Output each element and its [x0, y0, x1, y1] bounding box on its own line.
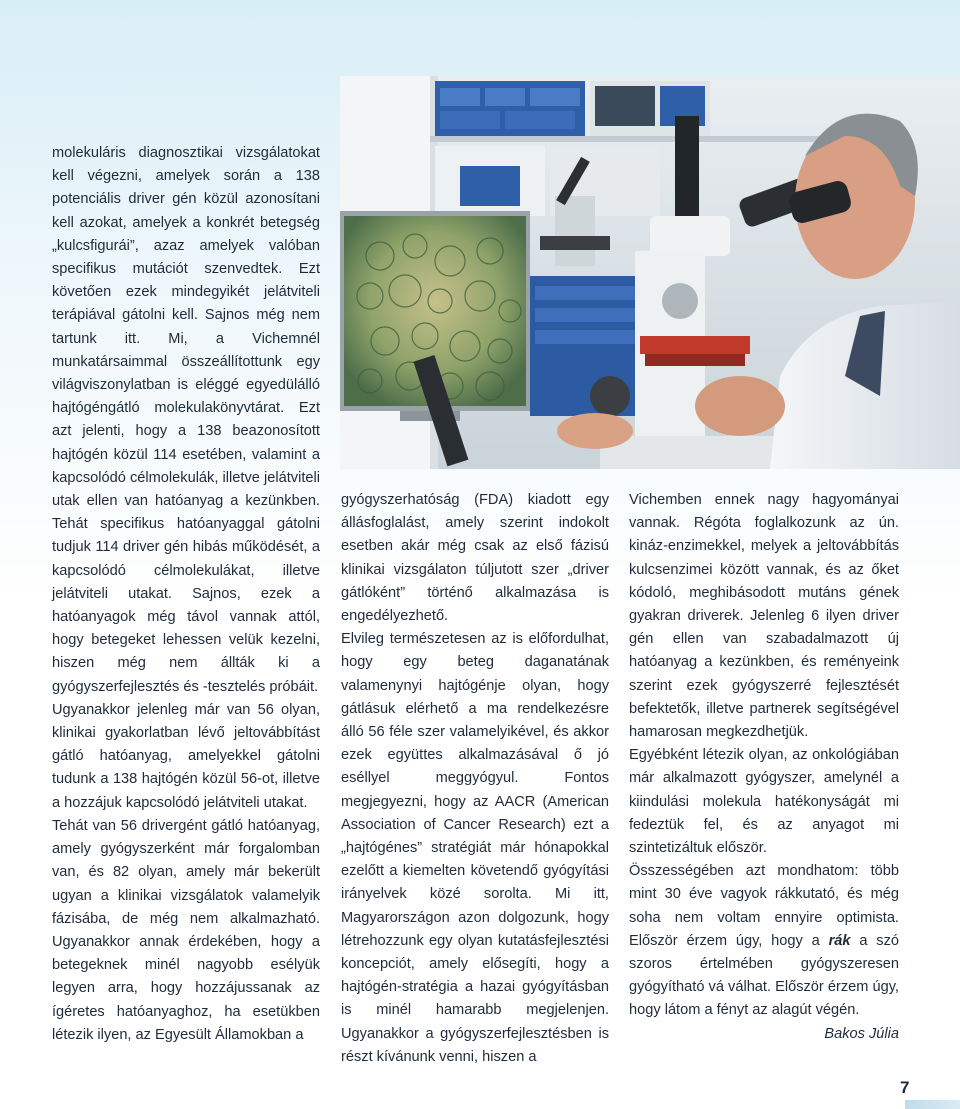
column3-paragraph-2: Egyébként létezik olyan, az onkológiában már alkalmazott gyógyszer, amelynél a kiindulási molekula hatékonyságát mi fedeztük fel, és az anyagot mi szintetizáltuk először. [629, 747, 899, 857]
lab-photo-illustration [340, 76, 960, 469]
page-number: 7 [900, 1078, 910, 1097]
column3-paragraph-3-start: Összességében azt mondhatom: több mint 30 éve vagyok rákkutató, és még soha nem voltam ennyire optimista. Először érzem úgy, hogy a [629, 863, 899, 949]
column3-paragraph-3-end: a szó szoros értelmében gyógyszeresen gyógyítható vá válhat. Először érzem úgy, hogy látom a fényt az alagút végén. [629, 932, 900, 1019]
column2-paragraph-1: gyógyszerhatóság (FDA) kiadott egy állásfoglalást, amely szerint indokolt esetben akár még csak az első fázisú klinikai vizsgálaton túljutott szer „driver gátlóként” történő alkalmazása is engedélyezhető. [341, 492, 609, 625]
column1-paragraph-3: Tehát van 56 drivergént gátló hatóanyag, amely gyógyszerként már forgalomban van, és 82 olyan, amely már bekerült ugyan a klinikai vizsgálatok valamelyik fázisába, de még nem alkalmazható. Ugyanakkor annak érdekében, hogy a betegeknek minél nagyobb esélyük legyen arra, hogy hozzájussanak az ígéretes hatóanyaghoz, ha esetükben létezik ilyen, az Egyesült Államokban a [52, 817, 320, 1043]
column3-paragraph-3 [629, 860, 899, 1022]
column3-paragraph-1: Vichemben ennek nagy hagyományai vannak. Régóta foglalkozunk az ún. kináz-enzimekkel, melyek a jeltovábbítás kulcsenzimei között vannak, és az őket kódoló, meghibásodott mutáns gének gyakran driverek. Jelenleg 6 ilyen driver gén ellen van szabadalmazott új hatóanyag a kezünkben, és reményeink szerint ezek gyógyszerré fejlesztését befektetők, illetve partnerek segítségével hamarosan megkezdhetjük. [629, 492, 899, 741]
article-column-2 [341, 489, 609, 1069]
column1-paragraph-2: Ugyanakkor jelenleg már van 56 olyan, klinikai gyakorlatban lévő jeltovábbítást gátló hatóanyag, amelyekkel gátolni tudunk a 138 hajtógén közül 56-ot, illetve a hozzájuk kapcsolódó jelátviteli utakat. [52, 701, 320, 811]
article-column-3 [629, 489, 899, 1046]
column1-paragraph-1: molekuláris diagnosztikai vizsgálatokat kell végezni, amelyek során a 138 potenciális driver gén közül azonosítani kell azokat, amelyek a konkrét betegség „kulcsfigurái”, azaz amelyek valóban specifikus mutációt szenvedtek. Ezt követően ezek mindegyikét jelátviteli terápiával gátolni kell. Sajnos még nem tartunk itt. Mi, a Vichemnél munkatársaimmal összeállítottunk egy világviszonylatban is eléggé egyedülálló hajtógéngátló molekulakönyvtárat. Ezt azt jelenti, hogy a 138 beazonosított hajtógén közül 114 esetében, valamint a kapcsolódó célmolekulák, illetve jelátviteli utak ellen van hatóanyag a kezünkben. Tehát specifikus hatóanyaggal gátolni tudjuk 114 driver gén hibás működését, a kapcsolódó célmolekulákat, illetve jelátviteli utakat. Sajnos, ezek a hatóanyagok még távol vannak attól, hogy betegeket lehessen velük kezelni, hiszen még nem állták ki a gyógyszerfejlesztés és -tesztelés próbáit. [52, 145, 320, 695]
lab-photo [340, 76, 960, 469]
emphasis-rak: rák [828, 932, 851, 949]
corner-decoration [905, 1100, 960, 1109]
author-signature: Bakos Júlia [824, 1025, 899, 1042]
column2-paragraph-2: Elvileg természetesen az is előfordulhat, hogy egy beteg daganatának valamenynyi hajtógénje olyan, hogy gátlásuk elérhető a ma rendelkezésre álló 56 féle szer valamelyikével, és akkor ezek együttes alkalmazásával ő jó eséllyel meggyógyul. Fontos megjegyezni, hogy az AACR (American Association of Cancer Research) ezt a „hajtógénes” stratégiát már hónapokkal ezelőtt a kiemelten követendő gyógyítási irányelvek közé sorolta. Mi itt, Magyarországon azon dolgozunk, hogy létrehozzunk egy olyan kutatásfejlesztési koncepciót, amely elősegíti, hogy a hajtógén-stratégia a hazai gyógyításban is minél hamarabb megjelenjen. Ugyanakkor a gyógyszerfejlesztésben is részt kívánunk venni, hiszen a [341, 631, 609, 1065]
article-column-1 [52, 142, 320, 1047]
